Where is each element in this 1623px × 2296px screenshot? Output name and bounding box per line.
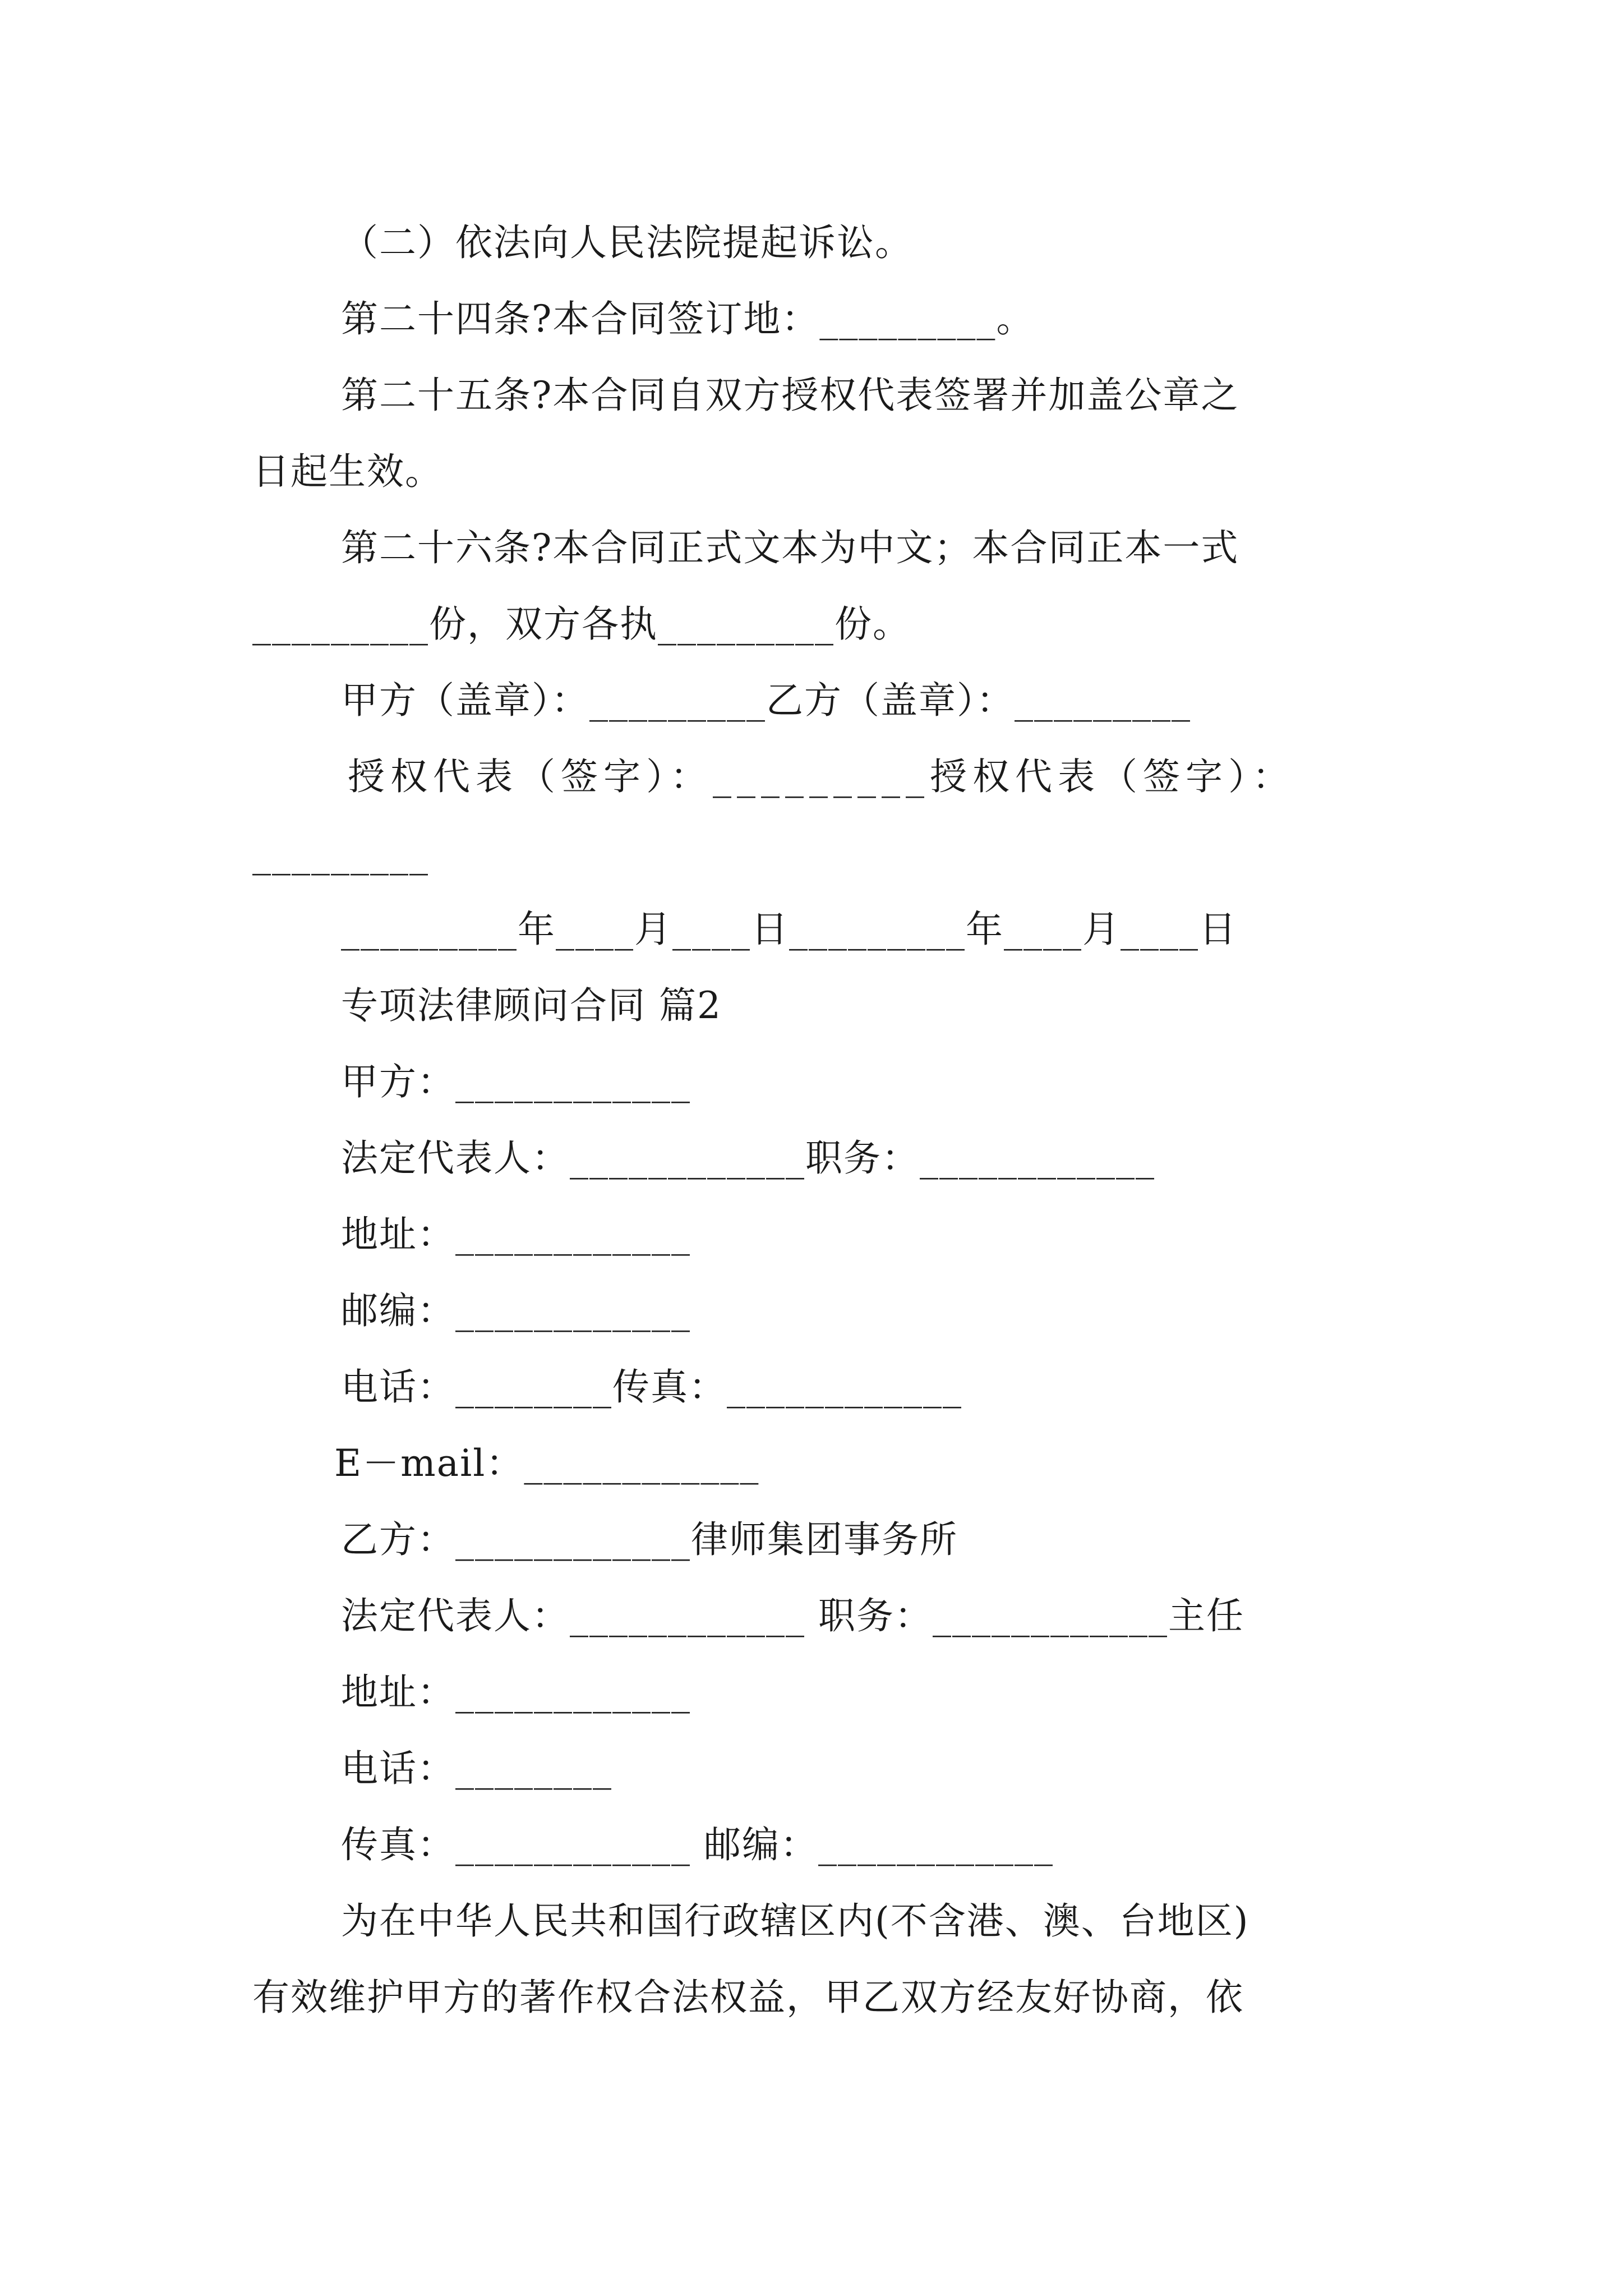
text-line-b-representative: 法定代表人：____________ 职务：____________主任 xyxy=(341,1594,1244,1637)
text-line-article-26: 第二十六条?本合同正式文本为中文；本合同正本一式 xyxy=(341,526,1239,569)
text-line-preamble-cont: 有效维护甲方的著作权合法权益，甲乙双方经友好协商，依 xyxy=(252,1976,1244,2019)
text-line-article-25: 第二十五条?本合同自双方授权代表签署并加盖公章之 xyxy=(341,374,1239,417)
text-line-party-b: 乙方：____________律师集团事务所 xyxy=(341,1518,958,1561)
text-line-representatives-blank: _________ xyxy=(252,832,429,876)
text-line-b-phone: 电话：________ xyxy=(341,1747,612,1790)
text-line-article-25-cont: 日起生效。 xyxy=(252,450,443,493)
section-heading: 专项法律顾问合同 篇2 xyxy=(341,984,722,1027)
text-line-b-fax-postcode: 传真：____________ 邮编：____________ xyxy=(341,1823,1054,1866)
text-line-article-24: 第二十四条?本合同签订地：_________。 xyxy=(341,297,1035,341)
text-line-article-26-cont: _________份，双方各执_________份。 xyxy=(252,602,911,646)
text-line-a-representative: 法定代表人：____________职务：____________ xyxy=(341,1137,1155,1180)
text-line-a-postcode: 邮编：____________ xyxy=(341,1289,691,1332)
text-line-party-a: 甲方：____________ xyxy=(341,1060,691,1103)
text-line-dates: _________年____月____日_________年____月____日 xyxy=(341,908,1237,951)
text-line-preamble: 为在中华人民共和国行政辖区内(不含港、澳、台地区) xyxy=(341,1899,1249,1943)
text-line-a-phone-fax: 电话：________传真：____________ xyxy=(341,1365,962,1409)
text-line-seal: 甲方（盖章）：_________乙方（盖章）：_________ xyxy=(341,679,1191,722)
text-line-b-address: 地址：____________ xyxy=(341,1671,691,1714)
text-line-representatives: 授权代表（签字）：_________授权代表（签字）： xyxy=(348,755,1295,798)
text-line-litigation: （二）依法向人民法院提起诉讼。 xyxy=(341,221,913,264)
text-line-a-email: E－mail：____________ xyxy=(334,1442,760,1485)
text-line-a-address: 地址：____________ xyxy=(341,1213,691,1256)
